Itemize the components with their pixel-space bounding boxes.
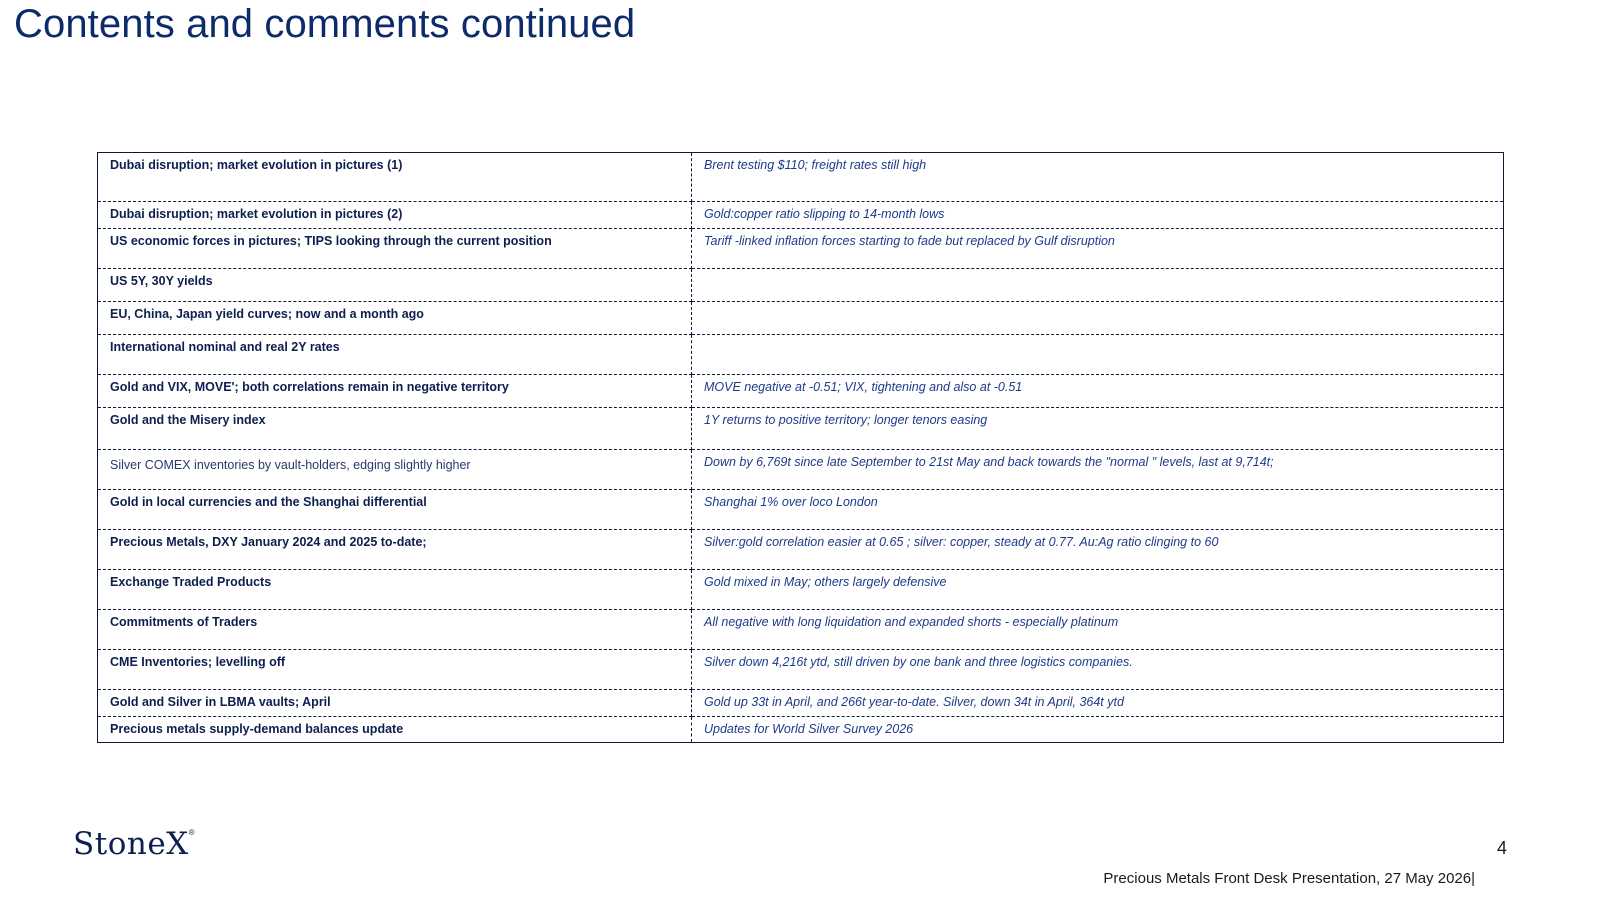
comment-cell xyxy=(692,302,1504,335)
comment-cell: Gold:copper ratio slipping to 14-month lows xyxy=(692,202,1504,229)
table-row xyxy=(98,650,1504,690)
comment-cell: MOVE negative at -0.51; VIX, tightening and also at -0.51 xyxy=(692,375,1504,408)
table-row xyxy=(98,229,1504,269)
topic-cell: Silver COMEX inventories by vault-holders, edging slightly higher xyxy=(98,450,692,490)
table-row xyxy=(98,490,1504,530)
table-row xyxy=(98,690,1504,717)
topic-cell: EU, China, Japan yield curves; now and a month ago xyxy=(98,302,692,335)
comment-cell: Gold up 33t in April, and 266t year-to-date. Silver, down 34t in April, 364t ytd xyxy=(692,690,1504,717)
table-row xyxy=(98,269,1504,302)
contents-table xyxy=(97,152,1504,743)
table-row xyxy=(98,302,1504,335)
table-row xyxy=(98,717,1504,743)
comment-cell: Tariff -linked inflation forces starting to fade but replaced by Gulf disruption xyxy=(692,229,1504,269)
comment-cell: Gold mixed in May; others largely defensive xyxy=(692,570,1504,610)
table-row xyxy=(98,153,1504,202)
topic-cell: Gold in local currencies and the Shanghai differential xyxy=(98,490,692,530)
comment-cell: All negative with long liquidation and expanded shorts - especially platinum xyxy=(692,610,1504,650)
table-row xyxy=(98,570,1504,610)
table-row xyxy=(98,375,1504,408)
logo-text: StoneX xyxy=(73,826,189,862)
comment-cell xyxy=(692,335,1504,375)
topic-cell: Commitments of Traders xyxy=(98,610,692,650)
topic-cell: Gold and Silver in LBMA vaults; April xyxy=(98,690,692,717)
table-row xyxy=(98,450,1504,490)
topic-cell: Exchange Traded Products xyxy=(98,570,692,610)
stonex-logo xyxy=(73,826,195,862)
comment-cell: Silver:gold correlation easier at 0.65 ; silver: copper, steady at 0.77. Au:Ag ratio clinging to 60 xyxy=(692,530,1504,570)
comment-cell: Brent testing $110; freight rates still high xyxy=(692,153,1504,202)
table-row xyxy=(98,408,1504,450)
table-row xyxy=(98,530,1504,570)
comment-cell: Shanghai 1% over loco London xyxy=(692,490,1504,530)
topic-cell: Dubai disruption; market evolution in pictures (1) xyxy=(98,153,692,202)
topic-cell: Dubai disruption; market evolution in pictures (2) xyxy=(98,202,692,229)
table-row xyxy=(98,202,1504,229)
table-row xyxy=(98,335,1504,375)
topic-cell: Gold and the Misery index xyxy=(98,408,692,450)
footer-text: Precious Metals Front Desk Presentation, 27 May 2026| xyxy=(1103,870,1475,887)
comment-cell: Down by 6,769t since late September to 21st May and back towards the "normal " levels, last at 9,714t; xyxy=(692,450,1504,490)
registered-mark: ® xyxy=(188,828,196,837)
topic-cell: Precious metals supply-demand balances update xyxy=(98,717,692,743)
topic-cell: US economic forces in pictures; TIPS looking through the current position xyxy=(98,229,692,269)
page-number: 4 xyxy=(1497,838,1508,858)
page-title: Contents and comments continued xyxy=(14,2,636,46)
topic-cell: CME Inventories; levelling off xyxy=(98,650,692,690)
topic-cell: Precious Metals, DXY January 2024 and 2025 to-date; xyxy=(98,530,692,570)
topic-cell: Gold and VIX, MOVE'; both correlations remain in negative territory xyxy=(98,375,692,408)
comment-cell xyxy=(692,269,1504,302)
topic-cell: US 5Y, 30Y yields xyxy=(98,269,692,302)
comment-cell: Silver down 4,216t ytd, still driven by one bank and three logistics companies. xyxy=(692,650,1504,690)
comment-cell: Updates for World Silver Survey 2026 xyxy=(692,717,1504,743)
table-row xyxy=(98,610,1504,650)
topic-cell: International nominal and real 2Y rates xyxy=(98,335,692,375)
comment-cell: 1Y returns to positive territory; longer tenors easing xyxy=(692,408,1504,450)
